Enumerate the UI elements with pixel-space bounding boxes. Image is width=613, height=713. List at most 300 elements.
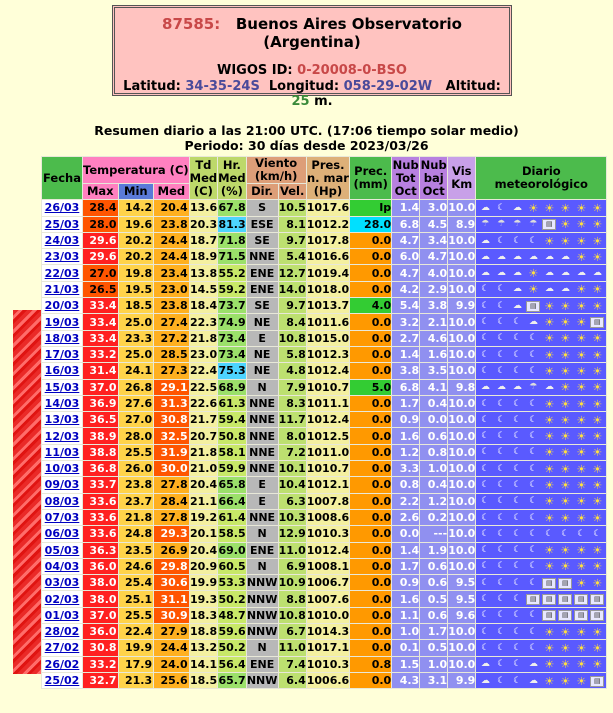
moon-icon: ☾ (529, 414, 538, 425)
nub-baj-cell: 0.6 (420, 428, 448, 444)
moon-icon: ☾ (513, 414, 522, 425)
moon-icon: ☾ (513, 398, 522, 409)
prec-cell: 0.0 (350, 265, 392, 281)
prec-cell: 4.0 (350, 298, 392, 314)
sun-icon: ☀ (576, 283, 587, 297)
sun-icon: ☀ (528, 283, 539, 297)
nub-tot-cell: 6.8 (392, 216, 420, 232)
col-pres: Pres. n. mar (Hp) (306, 157, 349, 200)
tmed-cell: 30.9 (154, 607, 190, 623)
tmin-cell: 17.9 (118, 656, 154, 672)
diario-cell (476, 330, 607, 346)
nub-baj-cell: 3.0 (420, 200, 448, 216)
hr-cell: 50.8 (218, 429, 246, 443)
diario-cell (476, 558, 607, 574)
pres-cell: 1007.8 (306, 494, 350, 508)
date-link[interactable]: 24/03 (44, 234, 80, 248)
sun-icon: ☀ (592, 201, 603, 215)
nub-tot-cell: 0.9 (392, 575, 420, 591)
sun-icon: ☀ (576, 462, 587, 476)
tmed-cell: 27.8 (154, 509, 190, 525)
moon-icon: ☾ (481, 545, 490, 556)
table-row (42, 330, 607, 346)
vis-cell: 10.0 (448, 462, 476, 476)
sun-icon: ☀ (576, 348, 587, 362)
tmin-cell: 20.2 (118, 249, 154, 265)
date-link[interactable]: 27/02 (44, 641, 80, 655)
lat-label: Latitud: (123, 79, 181, 94)
date-link[interactable]: 14/03 (44, 397, 80, 410)
vis-cell: 9.9 (448, 298, 476, 314)
vis-cell: 10.0 (448, 282, 476, 296)
prec-cell: 0.0 (350, 672, 392, 688)
sun-icon: ☀ (592, 364, 603, 378)
moon-icon: ☾ (497, 626, 506, 637)
date-link[interactable]: 05/03 (44, 543, 80, 557)
moon-icon: ☾ (529, 447, 538, 458)
tmed-cell: 24.4 (154, 640, 190, 656)
col-max: Max (83, 184, 119, 200)
tmed-cell: 31.1 (154, 591, 190, 607)
moon-icon: ☾ (481, 463, 490, 474)
hr-cell: 58.5 (218, 527, 246, 541)
table-row (42, 461, 607, 477)
table-row (42, 656, 607, 672)
diario-cell (476, 363, 607, 379)
sun-icon: ☀ (544, 544, 555, 558)
moon-icon: ☾ (529, 463, 538, 474)
col-dir: Dir. (246, 184, 278, 200)
moon-icon: ☾ (529, 365, 538, 376)
sun-icon: ☀ (576, 511, 587, 525)
wind-dir-cell: NNW (246, 625, 278, 639)
col-viento: Viento (km/h) (246, 157, 306, 184)
nub-tot-cell: 6.8 (392, 379, 420, 395)
date-link[interactable]: 26/03 (44, 201, 80, 215)
prec-cell: 0.0 (350, 314, 392, 330)
prec-cell: Ip (350, 200, 392, 216)
sun-icon: ☀ (592, 430, 603, 444)
td-cell: 23.0 (189, 348, 218, 362)
moon-icon: ☾ (497, 202, 506, 213)
col-prec: Prec. (mm) (350, 157, 392, 200)
prec-cell: 5.0 (350, 379, 392, 395)
diario-cell (476, 200, 607, 216)
moon-icon: ☾ (497, 398, 506, 409)
col-med: Med (154, 184, 190, 200)
tmin-cell: 22.4 (118, 624, 154, 640)
date-link[interactable]: 20/03 (44, 299, 80, 313)
td-cell: 18.8 (189, 625, 218, 639)
date-link[interactable]: 22/03 (44, 266, 80, 280)
diario-cell (476, 379, 607, 395)
date-link[interactable]: 01/03 (44, 608, 80, 622)
pres-cell: 1012.4 (306, 543, 350, 557)
vis-cell: 10.0 (448, 494, 476, 508)
tmed-cell: 27.3 (154, 363, 190, 379)
nub-tot-cell: 5.4 (392, 298, 420, 314)
nub-baj-cell: 3.5 (420, 363, 448, 379)
diario-cell (476, 395, 607, 411)
tmin-cell: 23.3 (118, 330, 154, 346)
moon-icon: ☾ (497, 349, 506, 360)
tmed-cell: 23.8 (154, 298, 190, 314)
date-link[interactable]: 17/03 (44, 348, 80, 362)
hr-cell: 73.4 (218, 331, 246, 345)
date-cell (42, 624, 83, 640)
diario-cell (476, 428, 607, 444)
moon-icon: ☾ (529, 577, 538, 588)
diario-cell (476, 656, 607, 672)
sun-icon: ☀ (560, 446, 571, 460)
date-link[interactable]: 26/02 (44, 657, 80, 671)
td-cell: 20.1 (189, 527, 218, 541)
wind-dir-cell: SE (246, 232, 278, 248)
cloud-icon: ☁ (560, 284, 570, 295)
date-link[interactable]: 21/03 (44, 282, 80, 296)
table-row (42, 477, 607, 493)
wind-dir-cell: ENE (246, 281, 278, 297)
pres-cell: 1006.7 (306, 576, 350, 590)
sun-icon: ☀ (576, 397, 587, 411)
vis-cell: 10.0 (448, 559, 476, 573)
table-row (42, 412, 607, 428)
moon-icon: ☾ (497, 659, 506, 670)
sun-icon: ☀ (576, 218, 587, 232)
sun-icon: ☀ (576, 576, 587, 590)
td-cell: 14.1 (189, 657, 218, 671)
pres-cell: 1010.3 (306, 527, 350, 541)
cloud-icon: ☁ (480, 235, 490, 246)
nub-tot-cell: 0.9 (392, 412, 420, 428)
td-cell: 19.2 (189, 511, 218, 525)
wind-vel-cell: 10.5 (278, 201, 306, 215)
tmax-cell: 37.0 (83, 607, 119, 623)
pres-cell: 1016.6 (306, 250, 350, 264)
date-link[interactable]: 16/03 (44, 364, 80, 378)
table-row (42, 379, 607, 395)
nub-tot-cell: 3.3 (392, 461, 420, 477)
hr-cell: 67.8 (218, 201, 246, 215)
tmax-cell: 36.5 (83, 412, 119, 428)
prec-cell: 0.0 (350, 346, 392, 362)
sun-icon: ☀ (560, 641, 571, 655)
sun-icon: ☀ (576, 316, 587, 330)
table-row (42, 346, 607, 362)
nub-baj-cell: 0.2 (420, 509, 448, 525)
lon-value: 058-29-02W (343, 79, 433, 94)
hr-cell: 50.2 (218, 592, 246, 606)
alt-value: 25 (291, 94, 310, 109)
nub-tot-cell: 0.8 (392, 477, 420, 493)
diario-cell (476, 607, 607, 623)
prec-cell: 0.0 (350, 509, 392, 525)
sun-icon: ☀ (560, 381, 571, 395)
hr-cell: 75.3 (218, 364, 246, 378)
nub-tot-cell: 0.0 (392, 526, 420, 542)
date-link[interactable]: 03/03 (44, 576, 80, 590)
sun-icon: ☀ (576, 446, 587, 460)
box-icon: ▤ (558, 610, 572, 621)
sun-icon: ☀ (592, 560, 603, 574)
box-icon: ▤ (526, 594, 540, 605)
date-link[interactable]: 28/02 (44, 625, 80, 639)
nub-baj-cell: 0.6 (420, 558, 448, 574)
date-link[interactable]: 02/03 (44, 592, 80, 606)
prec-cell: 0.0 (350, 281, 392, 297)
date-link[interactable]: 12/03 (44, 429, 80, 443)
tmin-cell: 19.6 (118, 216, 154, 232)
sun-icon: ☀ (544, 397, 555, 411)
moon-icon: ☾ (481, 414, 490, 425)
tmin-cell: 24.6 (118, 558, 154, 574)
col-nub-baj: Nub baj Oct (420, 157, 448, 200)
diario-cell (476, 265, 607, 281)
diario-cell (476, 477, 607, 493)
pres-cell: 1017.6 (306, 201, 350, 215)
cloud-icon: ☁ (496, 382, 506, 393)
vis-cell: 10.0 (448, 266, 476, 280)
moon-icon: ☾ (481, 512, 490, 523)
nub-baj-cell: 1.7 (420, 624, 448, 640)
wind-dir-cell: NNW (246, 592, 278, 606)
pres-cell: 1010.0 (306, 608, 350, 622)
vis-cell: 10.0 (448, 397, 476, 410)
tmax-cell: 33.6 (83, 526, 119, 542)
wind-vel-cell: 6.3 (278, 493, 306, 509)
vis-cell: 10.0 (448, 234, 476, 248)
date-link[interactable]: 09/03 (44, 478, 80, 492)
summary-line2: Periodo: 30 días desde 2023/03/26 (184, 138, 429, 153)
date-link[interactable]: 15/03 (44, 380, 80, 394)
sun-icon: ☀ (576, 250, 587, 264)
moon-icon: ☾ (481, 496, 490, 507)
date-link[interactable]: 23/03 (44, 250, 80, 264)
wind-vel-cell: 12.7 (278, 266, 306, 280)
tmin-cell: 19.9 (118, 640, 154, 656)
wind-dir-cell: E (246, 330, 278, 346)
wind-dir-cell: NNE (246, 509, 278, 525)
moon-icon: ☾ (481, 642, 490, 653)
nub-baj-cell: 0.6 (420, 575, 448, 591)
tmax-cell: 33.4 (83, 314, 119, 330)
nub-baj-cell: 2.9 (420, 281, 448, 297)
date-link[interactable]: 07/03 (44, 511, 80, 525)
sun-icon: ☀ (576, 495, 587, 509)
sun-icon: ☀ (576, 364, 587, 378)
moon-icon: ☾ (513, 349, 522, 360)
sun-icon: ☀ (544, 641, 555, 655)
wind-dir-cell: NE (246, 346, 278, 362)
sun-icon: ☀ (544, 560, 555, 574)
diario-cell (476, 640, 607, 656)
moon-icon: ☾ (481, 528, 490, 539)
prec-cell: 0.0 (350, 330, 392, 346)
prec-cell: 0.0 (350, 542, 392, 558)
wind-vel-cell: 8.8 (278, 591, 306, 607)
table-row (42, 672, 607, 688)
wind-vel-cell: 10.4 (278, 478, 306, 492)
col-diario: Diario meteorológico (476, 157, 607, 200)
nub-tot-cell: 4.7 (392, 265, 420, 281)
table-row (42, 395, 607, 411)
date-cell (42, 428, 83, 444)
date-link[interactable]: 25/03 (44, 217, 80, 231)
moon-icon: ☾ (513, 512, 522, 523)
table-row (42, 281, 607, 297)
cloud-icon: ☁ (480, 659, 490, 670)
cloud-icon: ☁ (512, 268, 522, 279)
wind-vel-cell: 4.8 (278, 363, 306, 379)
date-cell (42, 265, 83, 281)
td-cell: 13.2 (189, 641, 218, 655)
moon-icon: ☾ (513, 447, 522, 458)
sun-icon: ☀ (528, 201, 539, 215)
vis-cell: 9.5 (448, 575, 476, 591)
nub-tot-cell: 6.0 (392, 249, 420, 265)
vis-cell: 10.0 (448, 201, 476, 215)
diario-cell (476, 412, 607, 428)
hr-cell: 60.5 (218, 559, 246, 573)
date-link[interactable]: 25/02 (44, 674, 80, 688)
td-cell: 20.4 (189, 478, 218, 492)
wind-dir-cell: S (246, 200, 278, 216)
td-cell: 18.4 (189, 299, 218, 313)
nub-tot-cell: 3.8 (392, 363, 420, 379)
nub-baj-cell: 1.0 (420, 656, 448, 672)
tmax-cell: 38.9 (83, 428, 119, 444)
moon-icon: ☾ (497, 414, 506, 425)
tmax-cell: 33.6 (83, 509, 119, 525)
sun-icon: ☀ (592, 218, 603, 232)
date-cell (42, 575, 83, 591)
date-link[interactable]: 06/03 (44, 527, 80, 541)
td-cell: 21.0 (189, 462, 218, 476)
moon-icon: ☾ (513, 365, 522, 376)
sun-icon: ☀ (576, 299, 587, 313)
moon-icon: ☾ (497, 512, 506, 523)
cloud-icon: ☁ (496, 268, 506, 279)
td-cell: 13.8 (189, 266, 218, 280)
date-link[interactable]: 18/03 (44, 331, 80, 345)
pres-cell: 1017.8 (306, 234, 350, 248)
nub-baj-cell: 0.6 (420, 607, 448, 623)
cloud-icon: ☁ (528, 659, 538, 670)
vis-cell: 10.0 (448, 511, 476, 525)
sun-icon: ☀ (576, 641, 587, 655)
tmin-cell: 23.7 (118, 493, 154, 509)
wind-dir-cell: NNE (246, 461, 278, 477)
date-link[interactable]: 13/03 (44, 413, 80, 427)
date-link[interactable]: 04/03 (44, 559, 80, 573)
tmin-cell: 25.4 (118, 575, 154, 591)
wind-dir-cell: NE (246, 314, 278, 330)
moon-icon: ☾ (481, 398, 490, 409)
cloud-icon: ☁ (528, 675, 538, 686)
nub-baj-cell: 0.8 (420, 444, 448, 460)
cloud-icon: ☁ (544, 382, 554, 393)
wind-dir-cell: NNW (246, 576, 278, 590)
hr-cell: 81.3 (218, 217, 246, 231)
box-icon: ▤ (526, 301, 540, 312)
date-link[interactable]: 10/03 (44, 462, 80, 476)
moon-icon: ☾ (497, 561, 506, 572)
date-cell (42, 298, 83, 314)
date-link[interactable]: 19/03 (44, 315, 80, 329)
tmax-cell: 37.0 (83, 379, 119, 395)
moon-icon: ☾ (497, 642, 506, 653)
tmin-cell: 18.5 (118, 298, 154, 314)
moon-icon: ☾ (513, 577, 522, 588)
table-row (42, 298, 607, 314)
hr-cell: 59.2 (218, 282, 246, 296)
vis-cell: 9.5 (448, 591, 476, 607)
prec-cell: 0.0 (350, 591, 392, 607)
nub-tot-cell: 4.2 (392, 281, 420, 297)
nub-baj-cell: 0.0 (420, 412, 448, 428)
nub-tot-cell: 1.5 (392, 656, 420, 672)
moon-icon: ☾ (481, 626, 490, 637)
moon-icon: ☾ (481, 349, 490, 360)
sun-icon: ☀ (576, 430, 587, 444)
wind-vel-cell: 12.9 (278, 527, 306, 541)
date-cell (42, 395, 83, 411)
moon-icon: ☾ (481, 333, 490, 344)
col-td: Td Med (C) (189, 157, 217, 200)
moon-icon: ☾ (513, 610, 522, 621)
pres-cell: 1008.1 (306, 559, 350, 573)
date-cell (42, 526, 83, 542)
sun-icon: ☀ (592, 332, 603, 346)
date-cell (42, 656, 83, 672)
hr-cell: 65.7 (218, 674, 246, 688)
nub-baj-cell: 1.9 (420, 542, 448, 558)
moon-icon: ☾ (497, 675, 506, 686)
hr-cell: 53.3 (218, 576, 246, 590)
date-link[interactable]: 11/03 (44, 445, 80, 459)
nub-baj-cell: 4.6 (420, 330, 448, 346)
hr-cell: 59.4 (218, 413, 246, 427)
prec-cell: 0.0 (350, 526, 392, 542)
table-row (42, 428, 607, 444)
sun-icon: ☀ (560, 658, 571, 672)
tmed-cell: 23.8 (154, 216, 190, 232)
date-cell (42, 363, 83, 379)
wind-dir-cell: NNE (246, 249, 278, 265)
wind-dir-cell: ESE (246, 216, 278, 232)
diario-cell (476, 281, 607, 297)
vis-cell: 10.0 (448, 413, 476, 427)
moon-icon: ☾ (529, 610, 538, 621)
moon-icon: ☾ (513, 659, 522, 670)
td-cell: 19.9 (189, 576, 218, 590)
diario-cell (476, 461, 607, 477)
sun-icon: ☀ (560, 299, 571, 313)
date-cell (42, 640, 83, 656)
moon-icon: ☾ (497, 610, 506, 621)
moon-icon: ☾ (513, 675, 522, 686)
moon-icon: ☾ (497, 496, 506, 507)
wigos-id: 0-20008-0-BSO (297, 63, 407, 78)
tmax-cell: 29.6 (83, 232, 119, 248)
diario-cell (476, 444, 607, 460)
nub-baj-cell: 0.5 (420, 591, 448, 607)
date-cell (42, 200, 83, 216)
wind-dir-cell: N (246, 526, 278, 542)
moon-icon: ☾ (529, 528, 538, 539)
date-link[interactable]: 08/03 (44, 494, 80, 508)
table-row (42, 216, 607, 232)
